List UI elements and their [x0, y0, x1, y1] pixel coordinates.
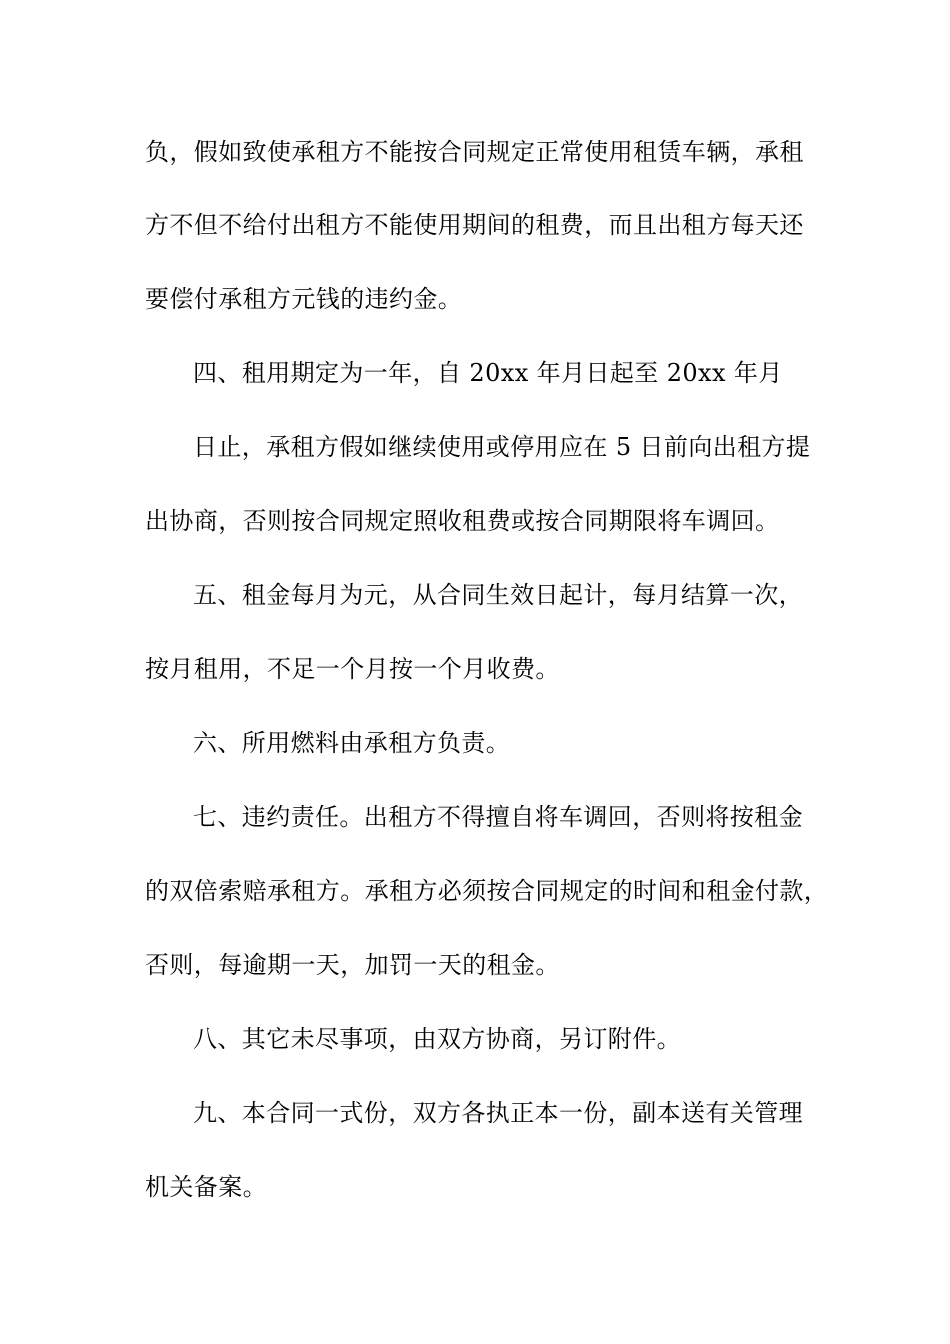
- text-line: 负，假如致使承租方不能按合同规定正常使用租赁车辆，承租: [145, 138, 804, 166]
- text-line: 要偿付承租方元钱的违约金。: [145, 285, 463, 313]
- text-line: 出协商，否则按合同规定照收租费或按合同期限将车调回。: [145, 507, 780, 535]
- clause-seven-line: 七、违约责任。出租方不得擅自将车调回，否则将按租金: [193, 803, 803, 831]
- clause-nine-line: 九、本合同一式份，双方各执正本一份，副本送有关管理: [193, 1099, 803, 1127]
- text-line: 按月租用，不足一个月按一个月收费。: [145, 655, 560, 683]
- clause-four-line: 四、租用期定为一年，自 20xx 年月日起至 20xx 年月: [193, 359, 783, 387]
- clause-eight-line: 八、其它未尽事项，由双方协商，另订附件。: [193, 1025, 681, 1053]
- text-line: 否则，每逾期一天，加罚一天的租金。: [145, 951, 560, 979]
- text-line: 的双倍索赔承租方。承租方必须按合同规定的时间和租金付款，: [145, 877, 829, 905]
- text-line: 机关备案。: [145, 1173, 267, 1201]
- text-line: 方不但不给付出租方不能使用期间的租费，而且出租方每天还: [145, 211, 804, 239]
- clause-six-line: 六、所用燃料由承租方负责。: [193, 729, 511, 757]
- text-line: 日止，承租方假如继续使用或停用应在 5 日前向出租方提: [193, 433, 811, 461]
- clause-five-line: 五、租金每月为元，从合同生效日起计，每月结算一次，: [193, 581, 803, 609]
